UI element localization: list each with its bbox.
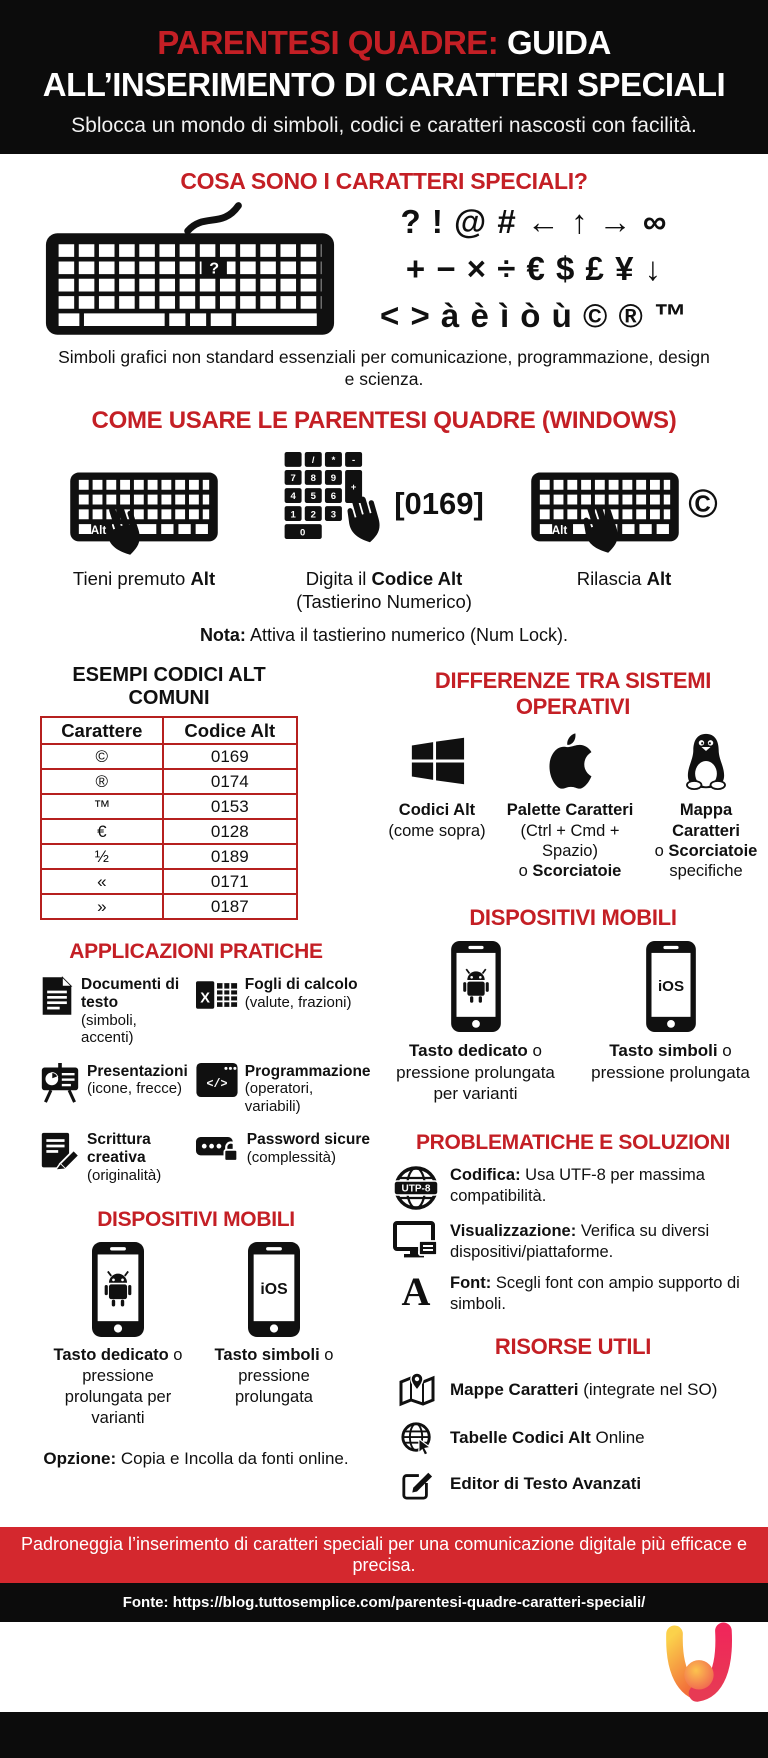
symbols-row: < > à è ì ò ù © ® ™ bbox=[380, 296, 688, 334]
presentation-icon bbox=[40, 1063, 80, 1103]
apple-icon bbox=[545, 732, 595, 790]
svg-text:7: 7 bbox=[290, 473, 296, 485]
application-item: </> Programmazione (operatori, variabili) bbox=[196, 1063, 371, 1115]
section-what-are bbox=[0, 154, 768, 391]
online-tables-icon bbox=[400, 1421, 434, 1455]
alt-key-label: Alt bbox=[551, 523, 568, 537]
svg-text:2: 2 bbox=[310, 509, 317, 521]
section-title: COSA SONO I CARATTERI SPECIALI? bbox=[180, 168, 588, 195]
table-row: ™ 0153 bbox=[41, 794, 297, 819]
text-editor-icon bbox=[401, 1468, 433, 1500]
page-title bbox=[18, 22, 750, 105]
svg-text:-: - bbox=[352, 455, 356, 467]
step-label: Digita il bbox=[305, 568, 372, 590]
col-header-char: Carattere bbox=[41, 717, 163, 744]
svg-text:+: + bbox=[350, 482, 357, 494]
section-caption: Simboli grafici non standard essenziali per comunicazione, programmazione, design e scienza. bbox=[58, 346, 710, 390]
copyright-result-symbol: © bbox=[688, 481, 718, 526]
keyboard-cable-icon bbox=[40, 201, 340, 337]
ios-label: iOS bbox=[260, 1280, 288, 1298]
svg-text:8: 8 bbox=[310, 473, 317, 485]
windows-icon bbox=[408, 735, 466, 787]
ios-option: iOS Tasto simboli o pressione prolungata bbox=[199, 1242, 349, 1429]
utf8-badge-label: UTP-8 bbox=[401, 1183, 431, 1195]
svg-text:/: / bbox=[312, 455, 315, 467]
table-row: © 0169 bbox=[41, 744, 297, 769]
title-rest: GUIDA ALL’INSERIMENTO DI CARATTERI SPECIALI bbox=[42, 24, 726, 103]
os-windows: Codici Alt (come sopra) bbox=[378, 730, 496, 881]
bottom-bar bbox=[0, 1712, 768, 1758]
svg-text:4: 4 bbox=[290, 491, 296, 503]
problem-item: A Font: Scegli font con ampio supporto di simboli. bbox=[392, 1273, 768, 1314]
application-item: X Fogli di calcolo (valute, frazioni) bbox=[196, 976, 371, 1046]
section-title: RISORSE UTILI bbox=[494, 1334, 652, 1360]
logo-area bbox=[0, 1622, 768, 1712]
android-phone-icon bbox=[92, 1242, 144, 1337]
application-item: Scrittura creativa (originalità) bbox=[40, 1131, 188, 1184]
android-phone-icon bbox=[451, 941, 501, 1032]
step-hold-alt: Alt Tieni premuto Alt bbox=[28, 445, 260, 590]
table-row: ® 0174 bbox=[41, 769, 297, 794]
header bbox=[0, 0, 768, 154]
step-type-code: / * - 7 8 9 + 4 5 6 1 2 3 0 [0169] Digita il Codice Alt (Tastierino Numerico) bbox=[268, 445, 500, 613]
section-title: COME USARE LE PARENTESI QUADRE (WINDOWS) bbox=[91, 407, 677, 435]
closing-banner: Padroneggia l’inserimento di caratteri speciali per una comunicazione digitale più efficace e precisa. bbox=[0, 1527, 768, 1583]
section-title: DIFFERENZE TRA SISTEMI OPERATIVI bbox=[434, 668, 712, 720]
symbols-row: ? ! @ # ← ↑ → ∞ bbox=[400, 203, 668, 241]
step-label: Tieni premuto bbox=[72, 568, 191, 590]
section-mobile-right bbox=[378, 905, 768, 1105]
section-title: DISPOSITIVI MOBILI bbox=[97, 1207, 295, 1231]
section-os-differences bbox=[378, 668, 768, 881]
section-title: PROBLEMATICHE E SOLUZIONI bbox=[415, 1131, 731, 1155]
svg-text:*: * bbox=[331, 455, 336, 467]
text-document-icon bbox=[40, 976, 74, 1016]
problem-item: Visualizzazione: Verifica su diversi dispositivi/piattaforme. bbox=[392, 1221, 768, 1263]
source-url: Fonte: https://blog.tuttosemplice.com/parentesi-quadre-caratteri-speciali/ bbox=[0, 1583, 768, 1622]
brand-logo bbox=[654, 1622, 742, 1712]
section-resources bbox=[378, 1334, 768, 1500]
application-item: Password sicure (complessità) bbox=[196, 1131, 371, 1184]
section-mobile-left bbox=[40, 1208, 352, 1469]
step-label: Rilascia bbox=[576, 568, 647, 590]
svg-text:6: 6 bbox=[330, 491, 337, 503]
page-subtitle: Sblocca un mondo di simboli, codici e caratteri nascosti con facilità. bbox=[71, 114, 697, 138]
svg-text:X: X bbox=[200, 990, 210, 1007]
android-option: Tasto dedicato o pressione prolungata per varianti bbox=[43, 1242, 193, 1429]
numlock-note: Nota: Attiva il tastierino numerico (Num Lock). bbox=[199, 625, 569, 646]
problem-item: UTP-8 Codifica: Usa UTF-8 per massima compatibilità. bbox=[392, 1165, 768, 1211]
copy-paste-option: Opzione: Copia e Incolla da fonti online. bbox=[43, 1449, 349, 1469]
secure-password-icon bbox=[196, 1131, 240, 1165]
os-linux: Mappa Caratteri o Scorciatoie specifiche bbox=[644, 730, 768, 881]
resource-item: Editor di Testo Avanzati bbox=[398, 1468, 768, 1500]
table-row: € 0128 bbox=[41, 819, 297, 844]
ios-option: iOS Tasto simboli o pressione prolungata bbox=[583, 941, 759, 1105]
code-icon bbox=[196, 1063, 238, 1097]
section-title: APPLICAZIONI PRATICHE bbox=[69, 940, 323, 964]
section-alt-codes-table bbox=[40, 664, 352, 920]
character-map-icon bbox=[398, 1372, 436, 1408]
section-problems-solutions bbox=[378, 1131, 768, 1314]
alt-codes-table bbox=[40, 716, 298, 920]
section-title: DISPOSITIVI MOBILI bbox=[469, 904, 677, 930]
os-mac: Palette Caratteri (Ctrl + Cmd + Spazio) o Scorciatoie bbox=[496, 730, 644, 881]
symbols-sample bbox=[340, 199, 728, 340]
font-letter-icon: A bbox=[401, 1269, 431, 1315]
svg-text:5: 5 bbox=[310, 491, 317, 503]
svg-text:1: 1 bbox=[290, 509, 296, 521]
linux-tux-icon bbox=[682, 732, 730, 790]
col-header-code: Codice Alt bbox=[163, 717, 297, 744]
resource-item: Tabelle Codici Alt Online bbox=[398, 1421, 768, 1455]
question-key-label: ? bbox=[209, 260, 220, 279]
application-item: Documenti di testo (simboli, accenti) bbox=[40, 976, 188, 1046]
table-title: ESEMPI CODICI ALT COMUNI bbox=[72, 664, 266, 710]
ios-phone-icon bbox=[248, 1242, 300, 1337]
application-item: Presentazioni (icone, frecce) bbox=[40, 1063, 188, 1115]
table-row: « 0171 bbox=[41, 869, 297, 894]
android-option: Tasto dedicato o pressione prolungata per varianti bbox=[388, 941, 564, 1105]
ios-label: iOS bbox=[657, 977, 684, 995]
section-how-to bbox=[0, 391, 768, 646]
step-release-alt: Alt © Rilascia Alt bbox=[508, 445, 740, 590]
creative-writing-icon bbox=[40, 1131, 80, 1171]
section-applications bbox=[40, 940, 371, 1184]
table-row: ½ 0189 bbox=[41, 844, 297, 869]
svg-text:</>: </> bbox=[206, 1077, 228, 1091]
alt-key-label: Alt bbox=[90, 523, 107, 537]
resource-item: Mappe Caratteri (integrate nel SO) bbox=[398, 1372, 768, 1408]
table-row: » 0187 bbox=[41, 894, 297, 919]
svg-text:0: 0 bbox=[300, 527, 306, 539]
svg-text:3: 3 bbox=[330, 509, 337, 521]
symbols-row: + − × ÷ € $ £ ¥ ↓ bbox=[405, 250, 663, 288]
ios-phone-icon bbox=[646, 941, 696, 1032]
utf8-globe-icon bbox=[393, 1165, 439, 1211]
svg-text:9: 9 bbox=[330, 473, 337, 485]
title-highlight: PARENTESI QUADRE: bbox=[157, 24, 499, 61]
devices-display-icon bbox=[393, 1221, 439, 1263]
spreadsheet-icon bbox=[196, 976, 238, 1014]
alt-code-sample: [0169] bbox=[394, 486, 484, 522]
